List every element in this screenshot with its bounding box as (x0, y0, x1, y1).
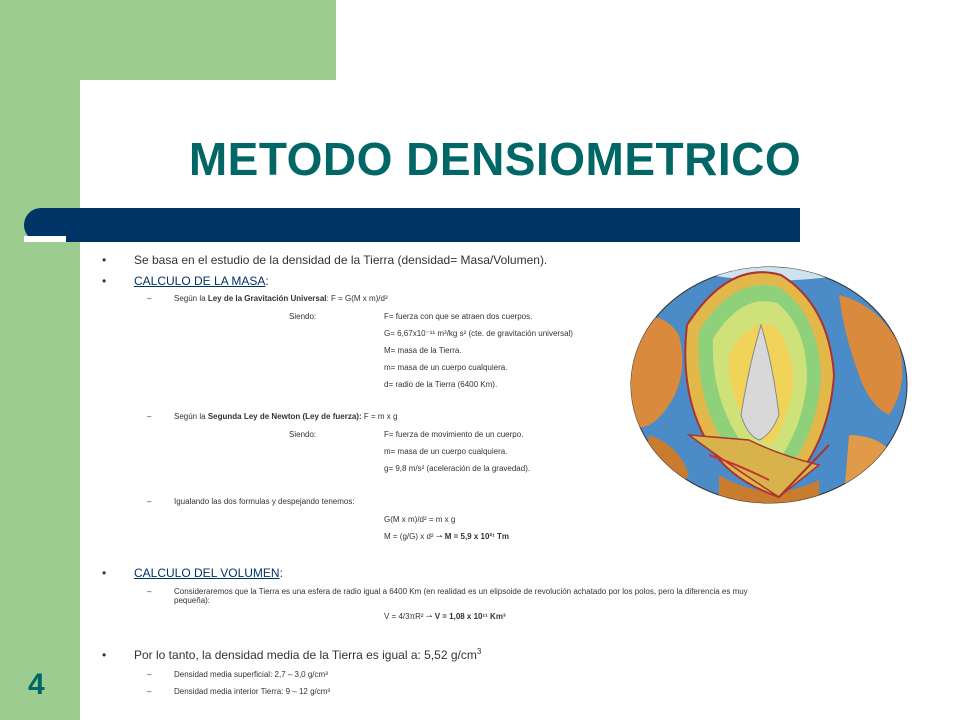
mass-result-line: M = (g/G) x d² ⇀ M = 5,9 x 10²¹ Tm (384, 532, 509, 541)
title-band (24, 208, 800, 242)
dash-marker: – (147, 687, 152, 696)
earth-cutaway-illustration (629, 265, 909, 505)
volumen-heading: CALCULO DEL VOLUMEN: (134, 566, 283, 580)
equation-line: G(M x m)/d² = m x g (384, 515, 456, 524)
green-side-bar (0, 0, 80, 720)
definition-line: F= fuerza con que se atraen dos cuerpos. (384, 312, 533, 321)
dash-marker: – (147, 587, 152, 596)
conclusion-text: Por lo tanto, la densidad media de la Tierra es igual a: 5,52 $g/cm^3$ (134, 647, 482, 662)
intro-text: Se basa en el estudio de la densidad de la Tierra (densidad= Masa/Volumen). (134, 253, 548, 267)
dash-marker: – (147, 412, 152, 421)
igualando-text: Igualando las dos formulas y despejando tenemos: (174, 497, 355, 506)
definition-line: m= masa de un cuerpo cualquiera. (384, 447, 508, 456)
gravitacion-line: Según la Ley de la Gravitación Universal: F = G(M x m)/d² (174, 294, 388, 303)
masa-heading: CALCULO DE LA MASA: (134, 274, 269, 288)
green-top-bar (0, 0, 336, 80)
definition-line: F= fuerza de movimiento de un cuerpo. (384, 430, 524, 439)
volumen-text: Consideraremos que la Tierra es una esfera de radio igual a 6400 Km (en realidad es un elipsoide de revolución achatado por los polos, pero la diferencia es muy (174, 587, 748, 596)
siendo-label: Siendo: (289, 312, 317, 321)
definition-line: m= masa de un cuerpo cualquiera. (384, 363, 508, 372)
siendo-label: Siendo: (289, 430, 317, 439)
bullet-marker: • (102, 274, 107, 288)
density-item: Densidad media interior Tierra: 9 – 12 g/cm³ (174, 687, 331, 696)
dash-marker: – (147, 294, 152, 303)
definition-line: G= 6,67x10⁻¹¹ m³/kg s² (cte. de gravitación universal) (384, 329, 573, 338)
bullet-marker: • (102, 648, 107, 662)
volume-result-line: V = 4/3πR² ⇀ V = 1,08 x 10¹¹ Km³ (384, 612, 506, 621)
slide-number: 4 (28, 668, 45, 701)
bullet-marker: • (102, 566, 107, 580)
bullet-marker: • (102, 253, 107, 267)
dash-marker: – (147, 670, 152, 679)
volumen-text-cont: pequeña): (174, 596, 211, 605)
dash-marker: – (147, 497, 152, 506)
definition-line: g= 9,8 m/s² (aceleración de la gravedad). (384, 464, 531, 473)
definition-line: d= radio de la Tierra (6400 Km). (384, 380, 498, 389)
newton-line: Según la Segunda Ley de Newton (Ley de fuerza): F = m x g (174, 412, 398, 421)
definition-line: M= masa de la Tierra. (384, 346, 462, 355)
density-item: Densidad media superficial: 2,7 – 3,0 g/cm³ (174, 670, 328, 679)
slide-title: METODO DENSIOMETRICO (188, 133, 802, 185)
title-band-notch (24, 236, 66, 242)
